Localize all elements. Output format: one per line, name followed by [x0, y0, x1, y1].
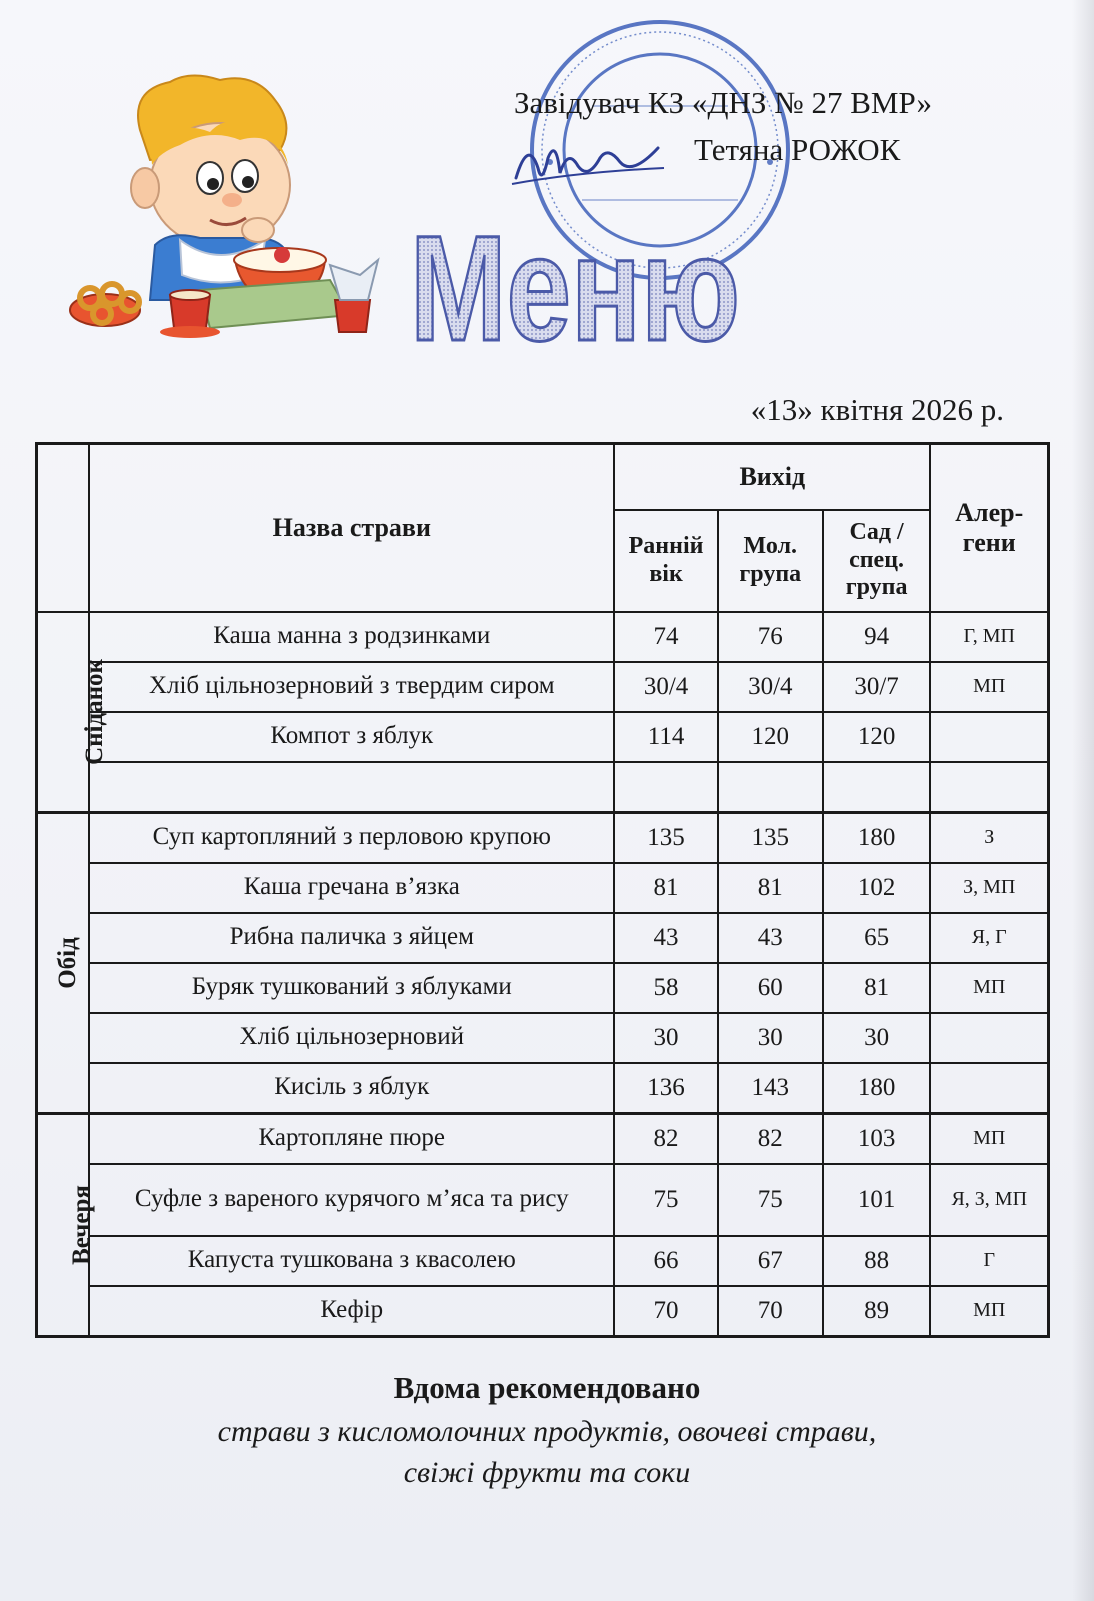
menu-row — [37, 863, 1049, 913]
junior-group-cell: 76 — [718, 612, 823, 662]
allergens-cell: З, МП — [930, 863, 1048, 913]
senior-group-cell: 180 — [823, 812, 931, 863]
menu-row — [37, 1164, 1049, 1236]
menu-row — [37, 1236, 1049, 1286]
recommendation-line-2: свіжі фрукти та соки — [403, 1455, 691, 1489]
dish-name-cell: Капуста тушкована з квасолею — [89, 1236, 614, 1286]
section-label-lunch — [37, 812, 90, 1113]
junior-group-cell: 60 — [718, 963, 823, 1013]
junior-group-cell: 75 — [718, 1164, 823, 1236]
recommendation-line-1: страви з кисломолочних продуктів, овочеві страви, — [217, 1415, 877, 1448]
header-output: Вихід — [614, 444, 930, 510]
allergens-cell: МП — [930, 1113, 1048, 1164]
junior-group-cell: 120 — [718, 712, 823, 762]
menu-row — [37, 1113, 1049, 1164]
dish-name-cell: Компот з яблук — [89, 712, 614, 762]
section-label-breakfast — [37, 612, 108, 813]
early-age-cell: 75 — [614, 1164, 718, 1236]
senior-group-cell: 81 — [823, 963, 931, 1013]
allergens-cell: Я, Г — [930, 913, 1048, 963]
allergens-cell — [930, 1013, 1048, 1063]
allergens-cell: Г — [930, 1236, 1048, 1286]
dish-name-cell: Кисіль з яблук — [89, 1063, 614, 1114]
boy-eating-illustration — [60, 70, 400, 350]
senior-group-cell: 88 — [823, 1236, 931, 1286]
approval-title: Завідувач КЗ «ДНЗ № 27 ВМР» — [514, 85, 933, 120]
senior-group-cell: 30 — [823, 1013, 931, 1063]
junior-group-cell — [718, 762, 823, 813]
section-label-text: Обід — [53, 936, 81, 989]
dish-name-cell: Хліб цільнозерновий з твердим сиром — [89, 662, 614, 712]
menu-row — [37, 913, 1049, 963]
header-allergens: Алер-гени — [930, 444, 1048, 612]
menu-row — [37, 963, 1049, 1013]
dish-name-cell: Картопляне пюре — [89, 1113, 614, 1164]
senior-group-cell: 101 — [823, 1164, 931, 1236]
early-age-cell: 30 — [614, 1013, 718, 1063]
senior-group-cell: 120 — [823, 712, 931, 762]
menu-title-text: Меню — [410, 204, 740, 372]
junior-group-cell: 143 — [718, 1063, 823, 1114]
early-age-cell: 135 — [614, 812, 718, 863]
header-dish-name: Назва страви — [89, 444, 614, 612]
menu-table — [35, 442, 1050, 1338]
early-age-cell: 114 — [614, 712, 718, 762]
dish-name-cell: Рибна паличка з яйцем — [89, 913, 614, 963]
menu-row — [37, 1063, 1049, 1114]
early-age-cell: 30/4 — [614, 662, 718, 712]
dish-name-cell — [89, 762, 614, 813]
allergens-cell: Я, З, МП — [930, 1164, 1048, 1236]
section-label-dinner — [37, 1113, 95, 1336]
early-age-cell: 74 — [614, 612, 718, 662]
paper-edge-shadow — [1072, 0, 1094, 1601]
junior-group-cell: 70 — [718, 1286, 823, 1337]
senior-group-cell: 30/7 — [823, 662, 931, 712]
header-senior-group: Сад / спец. група — [823, 510, 931, 612]
junior-group-cell: 81 — [718, 863, 823, 913]
junior-group-cell: 135 — [718, 812, 823, 863]
early-age-cell: 66 — [614, 1236, 718, 1286]
senior-group-cell: 180 — [823, 1063, 931, 1114]
early-age-cell: 136 — [614, 1063, 718, 1114]
menu-date: «13» квітня 2026 р. — [750, 392, 1004, 427]
senior-group-cell: 103 — [823, 1113, 931, 1164]
menu-row — [37, 662, 1049, 712]
approval-block — [514, 80, 1034, 173]
senior-group-cell — [823, 762, 931, 813]
early-age-cell: 81 — [614, 863, 718, 913]
allergens-cell — [930, 762, 1048, 813]
dish-name-cell: Каша гречана в’язка — [89, 863, 614, 913]
recommendation-text — [0, 1412, 1094, 1493]
junior-group-cell: 67 — [718, 1236, 823, 1286]
dish-name-cell: Суфле з вареного курячого м’яса та рису — [89, 1164, 614, 1236]
allergens-cell — [930, 712, 1048, 762]
section-label-text: Сніданок — [80, 658, 108, 765]
junior-group-cell: 82 — [718, 1113, 823, 1164]
early-age-cell: 70 — [614, 1286, 718, 1337]
approval-name: Тетяна РОЖОК — [694, 131, 901, 167]
header-section-cell — [37, 444, 90, 612]
senior-group-cell: 89 — [823, 1286, 931, 1337]
allergens-cell: МП — [930, 963, 1048, 1013]
header-junior-group: Мол. група — [718, 510, 823, 612]
section-label-text: Вечеря — [67, 1184, 95, 1265]
menu-row — [37, 1286, 1049, 1337]
allergens-cell: МП — [930, 1286, 1048, 1337]
menu-row — [37, 1013, 1049, 1063]
senior-group-cell: 94 — [823, 612, 931, 662]
allergens-cell: З — [930, 812, 1048, 863]
early-age-cell: 82 — [614, 1113, 718, 1164]
junior-group-cell: 43 — [718, 913, 823, 963]
senior-group-cell: 65 — [823, 913, 931, 963]
junior-group-cell: 30 — [718, 1013, 823, 1063]
menu-title-wordart — [410, 204, 770, 372]
menu-table-body — [37, 612, 1049, 1337]
allergens-cell: Г, МП — [930, 612, 1048, 662]
menu-row — [37, 812, 1049, 863]
early-age-cell — [614, 762, 718, 813]
senior-group-cell: 102 — [823, 863, 931, 913]
dish-name-cell: Буряк тушкований з яблуками — [89, 963, 614, 1013]
junior-group-cell: 30/4 — [718, 662, 823, 712]
header-early-age: Ранній вік — [614, 510, 718, 612]
menu-table-header — [37, 444, 1049, 612]
dish-name-cell: Каша манна з родзинками — [89, 612, 614, 662]
dish-name-cell: Кефір — [89, 1286, 614, 1337]
menu-row — [37, 712, 1049, 762]
dish-name-cell: Хліб цільнозерновий — [89, 1013, 614, 1063]
early-age-cell: 58 — [614, 963, 718, 1013]
menu-row — [37, 762, 1049, 813]
recommendation-title: Вдома рекомендовано — [393, 1370, 701, 1405]
allergens-cell — [930, 1063, 1048, 1114]
dish-name-cell: Суп картопляний з перловою крупою — [89, 812, 614, 863]
early-age-cell: 43 — [614, 913, 718, 963]
allergens-cell: МП — [930, 662, 1048, 712]
menu-row — [37, 612, 1049, 662]
